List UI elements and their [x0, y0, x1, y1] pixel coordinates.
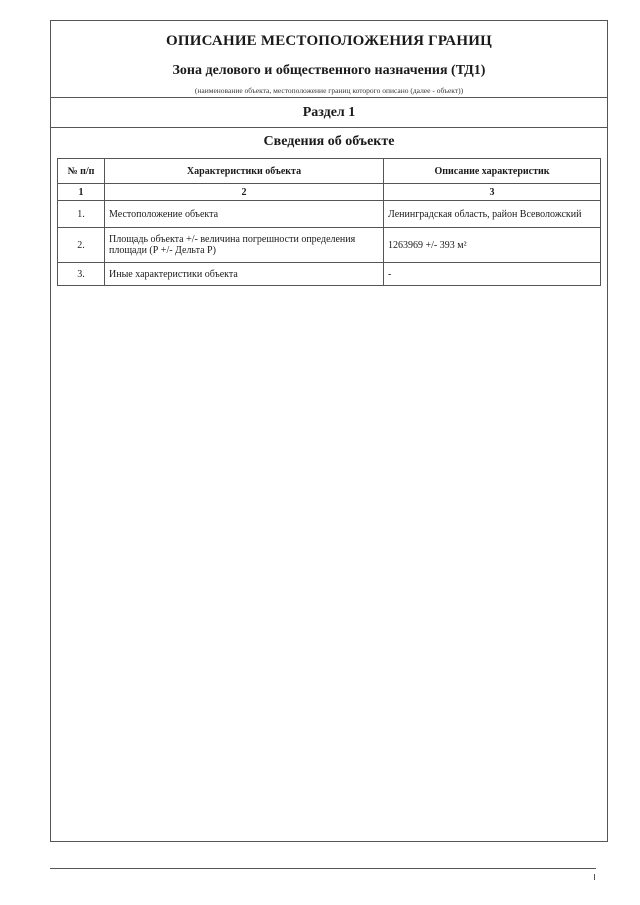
header-cell-characteristic: Характеристики объекта [105, 159, 384, 184]
table-row [58, 201, 601, 228]
row-number: 2. [58, 228, 105, 263]
row-description: 1263969 +/- 393 м² [384, 228, 601, 263]
column-number: 3 [384, 184, 601, 201]
document-title: ОПИСАНИЕ МЕСТОПОЛОЖЕНИЯ ГРАНИЦ [166, 33, 492, 49]
row-characteristic: Местоположение объекта [105, 201, 384, 228]
column-number-row [58, 184, 601, 201]
section-title: Раздел 1 [302, 105, 356, 120]
table-row [58, 228, 601, 263]
row-number: 1. [58, 201, 105, 228]
footer-tick [594, 874, 595, 880]
document-frame [50, 20, 608, 842]
object-name: Зона делового и общественного назначения (ТД1) [172, 63, 486, 78]
header-cell-description: Описание характеристик [384, 159, 601, 184]
row-number: 3. [58, 263, 105, 286]
info-title: Сведения об объекте [263, 134, 395, 149]
divider [51, 97, 607, 98]
column-number: 2 [105, 184, 384, 201]
object-caption: (наименование объекта, местоположение границ которого описано (далее - объект)) [194, 86, 464, 95]
table-header-row [58, 159, 601, 184]
row-description: - [384, 263, 601, 286]
row-characteristic: Площадь объекта +/- величина погрешности определения площади (Р +/- Дельта Р) [105, 228, 384, 263]
row-characteristic: Иные характеристики объекта [105, 263, 384, 286]
footer-line [50, 868, 596, 869]
divider [51, 127, 607, 128]
object-info-table [57, 158, 601, 286]
column-number: 1 [58, 184, 105, 201]
row-description: Ленинградская область, район Всеволожский [384, 201, 601, 228]
table-row [58, 263, 601, 286]
header-cell-number: № п/п [58, 159, 105, 184]
